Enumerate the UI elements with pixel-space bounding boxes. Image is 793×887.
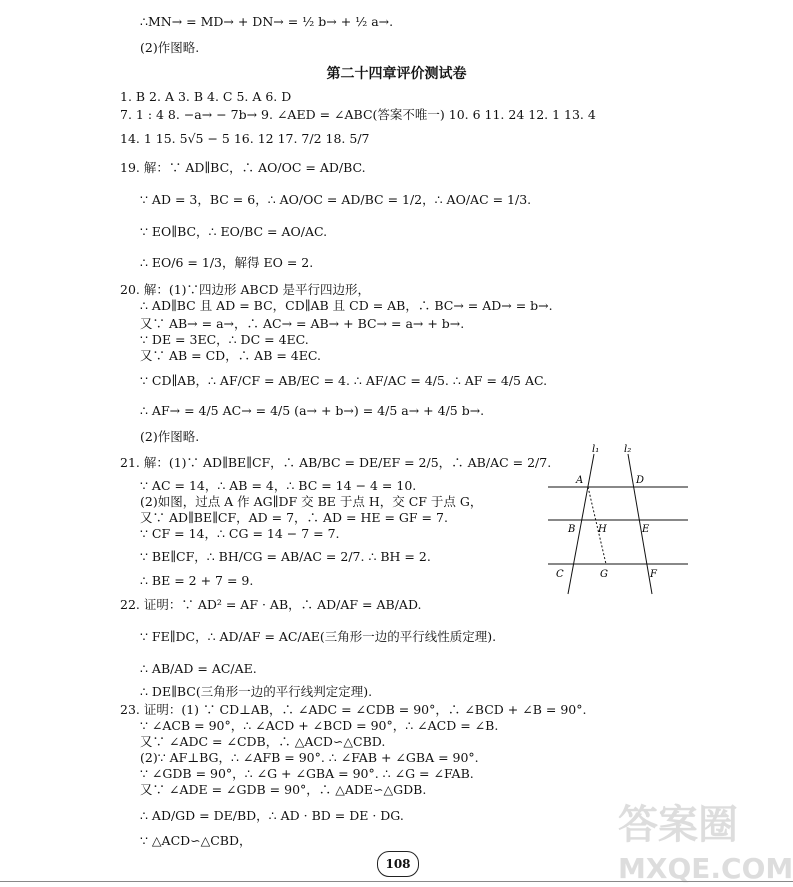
solution-line: ∵ AC = 14，∴ AB = 4，∴ BC = 14 − 4 = 10. xyxy=(140,478,417,493)
label-b: B xyxy=(568,524,576,535)
solution-line: (2)作图略. xyxy=(140,429,200,444)
solution-line: (2)如图，过点 A 作 AG∥DF 交 BE 于点 H，交 CF 于点 G， xyxy=(140,494,483,509)
solution-line: 又∵ AB→ = a→，∴ AC→ = AB→ + BC→ = a→ + b→. xyxy=(140,316,465,331)
label-d: D xyxy=(636,475,645,486)
text-line: (2)作图略. xyxy=(140,40,200,55)
parallel-lines-figure xyxy=(548,444,688,600)
answer-line: 14. 1 15. 5√5 − 5 16. 12 17. 7/2 18. 5/7 xyxy=(120,131,370,146)
label-g: G xyxy=(600,569,608,580)
solution-line: ∴ AF→ = 4/5 AC→ = 4/5 (a→ + b→) = 4/5 a→ + 4/5 b→. xyxy=(140,403,485,418)
solution-line: ∴ DE∥BC(三角形一边的平行线判定定理). xyxy=(140,684,373,699)
label-h: H xyxy=(598,524,607,535)
question-20-line: 20. 解：(1)∵四边形 ABCD 是平行四边形， xyxy=(120,282,371,297)
solution-line: ∵ CD∥AB，∴ AF/CF = AB/EC = 4. ∴ AF/AC = 4/5. ∴ AF = 4/5 AC. xyxy=(140,373,548,388)
solution-line: ∴ EO/6 = 1/3，解得 EO = 2. xyxy=(140,255,314,270)
label-a: A xyxy=(576,475,584,486)
solution-line: ∴ AD/GD = DE/BD，∴ AD · BD = DE · DG. xyxy=(140,808,404,823)
label-l2: l₂ xyxy=(624,444,632,455)
label-e: E xyxy=(642,524,650,535)
solution-line: ∴ AB/AD = AC/AE. xyxy=(140,661,257,676)
label-c: C xyxy=(556,569,564,580)
answer-line: 7. 1 : 4 8. −a→ − 7b→ 9. ∠AED = ∠ABC(答案不唯一) 10. 6 11. 24 12. 1 13. 4 xyxy=(120,107,596,122)
solution-line: ∵ ∠ACB = 90°，∴ ∠ACD + ∠BCD = 90°，∴ ∠ACD = ∠B. xyxy=(140,718,499,733)
watermark-logo xyxy=(610,790,793,887)
question-22-line: 22. 证明：∵ AD² = AF · AB，∴ AD/AF = AB/AD. xyxy=(120,597,422,612)
solution-line: ∵ DE = 3EC，∴ DC = 4EC. xyxy=(140,332,309,347)
watermark-text-cn: 答案圈 xyxy=(618,802,738,848)
section-title: 第二十四章评价测试卷 xyxy=(326,66,467,82)
solution-line: 又∵ AD∥BE∥CF，AD = 7，∴ AD = HE = GF = 7. xyxy=(140,510,448,525)
solution-line: (2)∵ AF⊥BG，∴ ∠AFB = 90°. ∴ ∠FAB + ∠GBA = 90°. xyxy=(140,750,479,765)
solution-line: 又∵ ∠ADE = ∠GDB = 90°，∴ △ADE∽△GDB. xyxy=(140,782,427,797)
solution-line: ∴ AD∥BC 且 AD = BC，CD∥AB 且 CD = AB，∴ BC→ = AD→ = b→. xyxy=(140,298,553,313)
solution-line: ∵ BE∥CF，∴ BH/CG = AB/AC = 2/7. ∴ BH = 2. xyxy=(140,549,431,564)
solution-line: ∵ AD = 3，BC = 6，∴ AO/OC = AD/BC = 1/2，∴ AO/AC = 1/3. xyxy=(140,192,532,207)
solution-line: ∵ ∠GDB = 90°，∴ ∠G + ∠GBA = 90°. ∴ ∠G = ∠FAB. xyxy=(140,766,474,781)
question-19-line: 19. 解：∵ AD∥BC，∴ AO/OC = AD/BC. xyxy=(120,160,366,175)
solution-line: ∵ EO∥BC，∴ EO/BC = AO/AC. xyxy=(140,224,328,239)
text-line: ∴MN→ = MD→ + DN→ = ½ b→ + ½ a→. xyxy=(140,14,394,29)
solution-line: ∵ FE∥DC，∴ AD/AF = AC/AE(三角形一边的平行线性质定理). xyxy=(140,629,497,644)
question-21-line: 21. 解：(1)∵ AD∥BE∥CF，∴ AB/BC = DE/EF = 2/5，∴ AB/AC = 2/7. xyxy=(120,455,552,470)
label-l1: l₁ xyxy=(592,444,600,455)
label-f: F xyxy=(650,569,657,580)
watermark-text-url: MXQE.COM xyxy=(618,852,793,885)
solution-line: ∵ △ACD∽△CBD， xyxy=(140,833,252,848)
page-number: 108 xyxy=(377,851,419,877)
solution-line: 又∵ AB = CD，∴ AB = 4EC. xyxy=(140,348,321,363)
solution-line: ∴ BE = 2 + 7 = 9. xyxy=(140,573,254,588)
solution-line: 又∵ ∠ADC = ∠CDB，∴ △ACD∽△CBD. xyxy=(140,734,386,749)
answer-line: 1. B 2. A 3. B 4. C 5. A 6. D xyxy=(120,89,292,104)
solution-line: ∵ CF = 14，∴ CG = 14 − 7 = 7. xyxy=(140,526,340,541)
question-23-line: 23. 证明：(1) ∵ CD⊥AB，∴ ∠ADC = ∠CDB = 90°，∴ ∠BCD + ∠B = 90°. xyxy=(120,702,587,717)
